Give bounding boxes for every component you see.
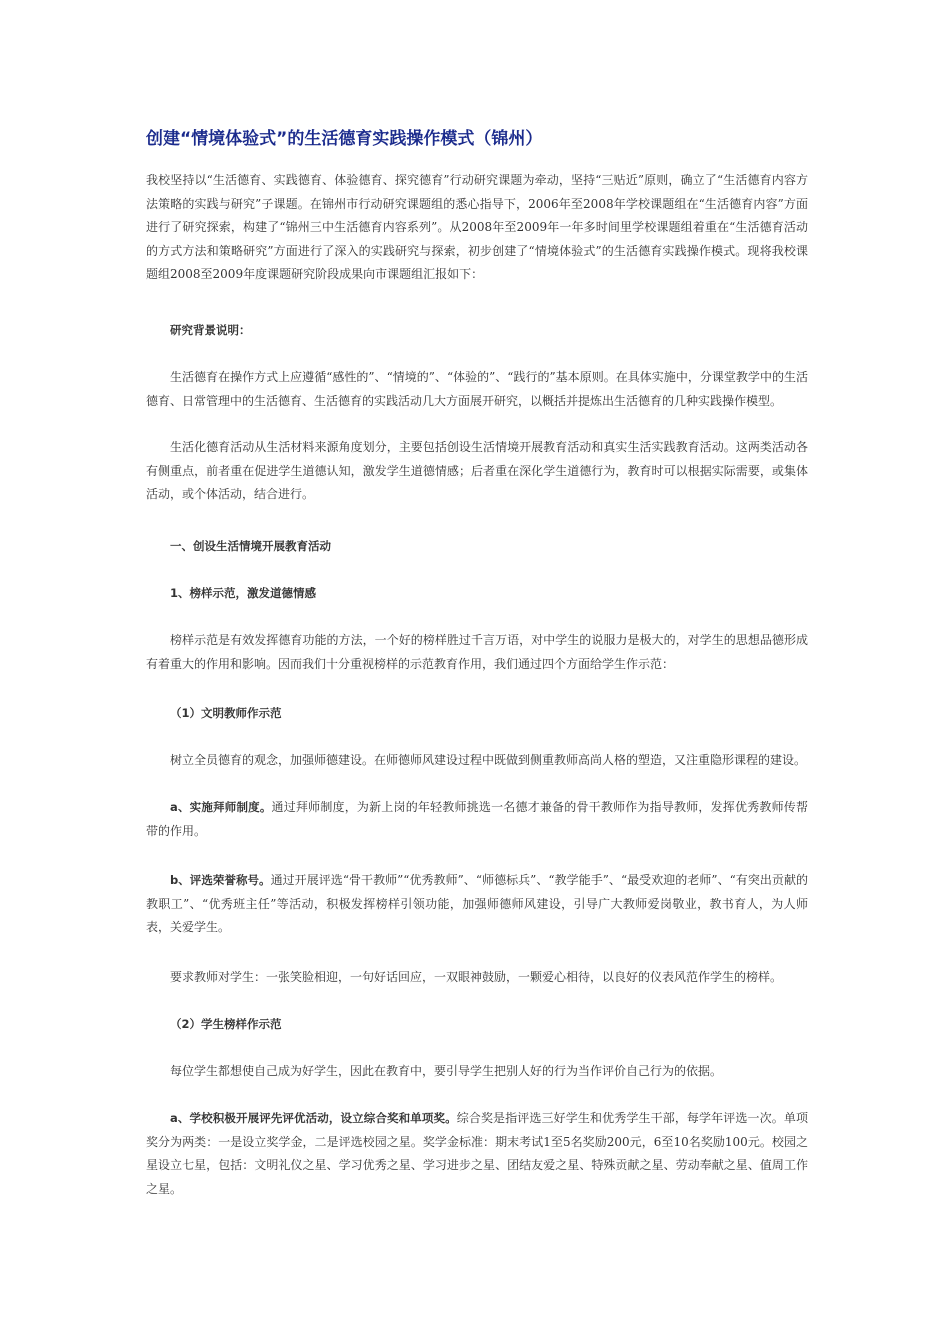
section-1-heading: 一、创设生活情境开展教育活动 xyxy=(170,539,331,553)
item-1-a-lead: a、实施拜师制度。 xyxy=(170,800,272,814)
item-1-paragraph: 树立全员德育的观念，加强师德建设。在师德师风建设过程中既做到侧重教师高尚人格的塑造，又注重隐形课程的建设。 xyxy=(170,753,807,767)
subsection-1-heading: 1、榜样示范，激发道德情感 xyxy=(170,586,317,600)
document-title: 创建“情境体验式”的生活德育实践操作模式（锦州） xyxy=(146,129,543,149)
item-2-a-lead: a、学校积极开展评先评优活动，设立综合奖和单项奖。 xyxy=(170,1111,457,1125)
item-1-b-text: 通过开展评选“骨干教师”“优秀教师”、“师德标兵”、“教学能手”、“最受欢迎的老师”、“有突出贡献的教职工”、“优秀班主任”等活动，积极发挥榜样引领功能，加强师德师风建设，引导广大教师爱岗敬业，教书育人，为人师表，关爱学生。 xyxy=(146,873,808,934)
subsection-1-paragraph: 榜样示范是有效发挥德育功能的方法，一个好的榜样胜过千言万语，对中学生的说服力是极大的，对学生的思想品德形成有着重大的作用和影响。因而我们十分重视榜样的示范教育作用，我们通过四个方面给学生作示范： xyxy=(146,633,808,671)
item-1-a-paragraph xyxy=(146,796,808,843)
item-1-a-text: 通过拜师制度，为新上岗的年轻教师挑选一名德才兼备的骨干教师作为指导教师，发挥优秀教师传帮带的作用。 xyxy=(146,800,808,838)
item-1-b-lead: b、评选荣誉称号。 xyxy=(170,873,271,887)
background-paragraph-2: 生活化德育活动从生活材料来源角度划分，主要包括创设生活情境开展教育活动和真实生活实践教育活动。这两类活动各有侧重点，前者重在促进学生道德认知，激发学生道德情感；后者重在深化学生道德行为，教育时可以根据实际需要，或集体活动，或个体活动，结合进行。 xyxy=(146,440,808,501)
item-1-requirement: 要求教师对学生：一张笑脸相迎，一句好话回应，一双眼神鼓励，一颗爱心相待，以良好的仪表风范作学生的榜样。 xyxy=(170,970,783,984)
intro-paragraph: 我校坚持以“生活德育、实践德育、体验德育、探究德育”行动研究课题为牵动，坚持“三贴近”原则，确立了“生活德育内容方法策略的实践与研究”子课题。在锦州市行动研究课题组的悉心指导下，2006年至2008年学校课题组在“生活德育内容”方面进行了研究探索，构建了“锦州三中生活德育内容系列”。从2008年至2009年一年多时间里学校课题组着重在“生活德育活动的方式方法和策略研究”方面进行了深入的实践研究与探索，初步创建了“情境体验式”的生活德育实践操作模式。现将我校课题组2008至2009年度课题研究阶段成果向市课题组汇报如下： xyxy=(146,173,808,281)
item-2-a-paragraph xyxy=(146,1107,808,1201)
item-2-paragraph: 每位学生都想使自己成为好学生，因此在教育中，要引导学生把别人好的行为当作评价自己行为的依据。 xyxy=(170,1064,723,1078)
background-paragraph-1: 生活德育在操作方式上应遵循“感性的”、“情境的”、“体验的”、“践行的”基本原则。在具体实施中，分课堂教学中的生活德育、日常管理中的生活德育、生活德育的实践活动几大方面展开研究，以概括并提炼出生活德育的几种实践操作模型。 xyxy=(146,370,808,408)
item-1-heading: （1）文明教师作示范 xyxy=(170,706,282,720)
item-1-b-paragraph xyxy=(146,869,808,940)
background-heading: 研究背景说明： xyxy=(170,323,251,337)
item-2-a-text: 综合奖是指评选三好学生和优秀学生干部，每学年评选一次。单项奖分为两类：一是设立奖学金，二是评选校园之星。奖学金标准：期末考试1至5名奖励200元，6至10名奖励100元。校园之星设立七星，包括：文明礼仪之星、学习优秀之星、学习进步之星、团结友爱之星、特殊贡献之星、劳动奉献之星、值周工作之星。 xyxy=(146,1111,808,1196)
item-2-heading: （2）学生榜样作示范 xyxy=(170,1017,282,1031)
